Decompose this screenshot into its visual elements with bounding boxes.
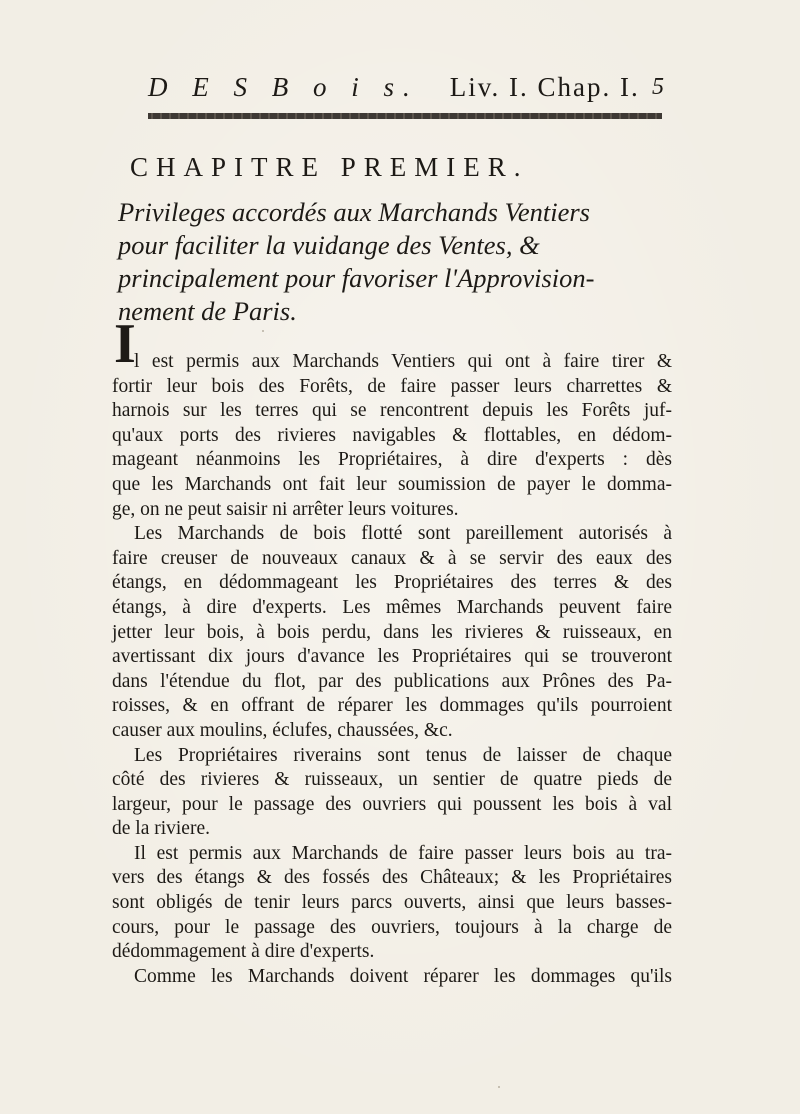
text-line: côté des rivieres & ruisseaux, un sentier de quatre pieds de [112, 769, 672, 791]
running-head-left: D E S B o i s. [148, 72, 419, 102]
text-line: Comme les Marchands doivent réparer les dommages qu'ils [134, 965, 672, 987]
text-line: mageant néanmoins les Propriétaires, à dire d'experts : dès [112, 449, 672, 471]
text-line: jetter leur bois, à bois perdu, dans les rivieres & ruisseaux, en [112, 621, 672, 643]
text-line: fortir leur bois des Forêts, de faire passer leurs charrettes & [112, 375, 672, 397]
chapter-subtitle [118, 196, 678, 328]
paper-speck [498, 1086, 500, 1088]
text-line: étangs, à dire d'experts. Les mêmes Marchands peuvent faire [112, 596, 672, 618]
body-text [112, 350, 672, 989]
text-line: harnois sur les terres qui se rencontrent depuis les Forêts juf- [112, 400, 672, 422]
text-line: roisses, & en offrant de réparer les dommages qu'ils pourroient [112, 695, 672, 717]
ornamental-rule [148, 113, 662, 119]
subtitle-line: principalement pour favoriser l'Approvision- [118, 263, 595, 293]
running-head-right: Liv. I. Chap. I. [449, 72, 640, 102]
text-line: dédommagement à dire d'experts. [112, 941, 375, 963]
text-line: que les Marchands ont fait leur soumission de payer le domma- [112, 473, 672, 495]
text-line: cours, pour le passage des ouvriers, toujours à la charge de [112, 916, 672, 938]
text-line: causer aux moulins, éclufes, chaussées, &c. [112, 719, 453, 741]
subtitle-line: pour faciliter la vuidange des Ventes, & [118, 230, 540, 260]
text-line: Les Marchands de bois flotté sont pareillement autorisés à [134, 523, 672, 545]
subtitle-line: Privileges accordés aux Marchands Ventiers [118, 197, 590, 227]
text-line: dans l'étendue du flot, par des publications aux Prônes des Pa- [112, 670, 672, 692]
paper-speck [262, 330, 264, 332]
running-head [148, 72, 668, 106]
subtitle-line: nement de Paris. [118, 296, 297, 326]
text-line: vers des étangs & des fossés des Châteaux; & les Propriétaires [112, 867, 672, 889]
text-line: qu'aux ports des rivieres navigables & flottables, en dédom- [112, 424, 672, 446]
page-number: 5 [652, 74, 664, 100]
text-line: largeur, pour le passage des ouvriers qui poussent les bois à val [112, 793, 672, 815]
text-line: l est permis aux Marchands Ventiers qui ont à faire tirer & [134, 351, 672, 372]
text-line: ge, on ne peut saisir ni arrêter leurs voitures. [112, 498, 459, 520]
text-line: sont obligés de tenir leurs parcs ouverts, ainsi que leurs basses- [112, 892, 672, 914]
text-line: de la riviere. [112, 818, 210, 840]
text-line: étangs, en dédommageant les Propriétaires des terres & des [112, 572, 672, 594]
text-line: Il est permis aux Marchands de faire passer leurs bois au tra- [134, 842, 672, 864]
text-line: Les Propriétaires riverains sont tenus de laisser de chaque [134, 744, 672, 766]
chapter-title: CHAPITRE PREMIER. [130, 152, 529, 182]
text-line: avertissant dix jours d'avance les Propriétaires qui se trouveront [112, 646, 672, 668]
drop-cap: I [114, 313, 136, 375]
text-line: faire creuser de nouveaux canaux & à se servir des eaux des [112, 547, 672, 569]
